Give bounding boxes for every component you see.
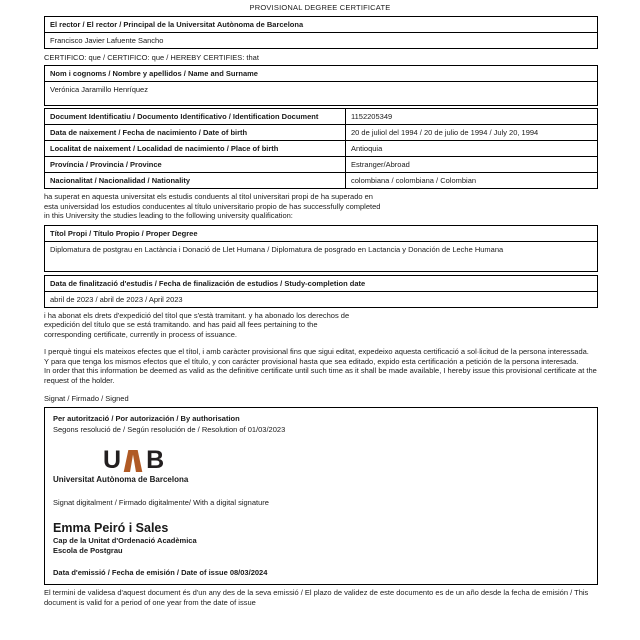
digital-signature-line: Signat digitalment / Firmado digitalmente/ With a digital signature <box>53 498 269 507</box>
detail-label-province: Província / Provincia / Province <box>45 157 346 173</box>
table-row <box>45 125 598 141</box>
detail-label-nationality: Nacionalitat / Nacionalidad / Nationality <box>45 173 346 189</box>
provisional-statement-spanish: Y para que tenga los mismos efectos que el título, y con carácter provisional hasta que sea editado, expido esta certificación a petición de la persona interesada. <box>44 356 579 366</box>
table-row <box>45 82 598 106</box>
degree-header: Títol Propi / Título Propio / Proper Degree <box>45 225 598 241</box>
table-row <box>45 275 598 291</box>
university-name: Universitat Autònoma de Barcelona <box>53 474 189 484</box>
paragraph-line: i ha abonat els drets d'expedició del títol que s'està tramitant. y ha abonado los derechos de <box>44 310 350 320</box>
uab-logo-letter-b: B <box>146 445 164 474</box>
table-row <box>45 173 598 189</box>
table-row <box>45 66 598 82</box>
rector-header: El rector / El rector / Principal de la Universitat Autònoma de Barcelona <box>45 16 598 32</box>
detail-label-birth-place: Localitat de naixement / Localidad de nacimiento / Place of birth <box>45 141 346 157</box>
uab-logo-letter-u: U <box>103 445 121 474</box>
fees-paragraph <box>44 311 598 340</box>
detail-label-id-document: Document Identificatiu / Documento Identificativo / Identification Document <box>45 109 346 125</box>
detail-value-birth-date: 20 de juliol del 1994 / 20 de julio de 1994 / July 20, 1994 <box>346 125 598 141</box>
paragraph-line: expedición del título que se está tramitando. and has paid all fees pertaining to the <box>44 320 318 329</box>
table-row <box>45 32 598 48</box>
detail-value-id-document: 1152205349 <box>346 109 598 125</box>
paragraph-line: corresponding certificate, currently in process of issuance. <box>44 329 238 339</box>
rector-name-value: Francisco Javier Lafuente Sancho <box>45 32 598 48</box>
paragraph-line: esta universidad los estudios conducentes al título universitario propio de has successfully completed <box>44 201 381 211</box>
page-title: PROVISIONAL DEGREE CERTIFICATE <box>249 3 391 12</box>
signer-name: Emma Peiró i Sales <box>53 520 169 535</box>
provisional-statement-catalan: I perquè tingui els mateixos efectes que el títol, i amb caràcter provisional fins que sigui editat, expedeixo aquesta certificació a sol·licitud de la persona interessada. <box>44 347 589 356</box>
resolution-line: Segons resolució de / Según resolución de / Resolution of 01/03/2023 <box>53 425 286 434</box>
uab-logo <box>103 446 589 472</box>
details-table <box>44 108 598 189</box>
completion-date-header: Data de finalització d'estudis / Fecha de finalización de estudios / Study-completion date <box>45 275 598 291</box>
completion-date-table <box>44 275 598 308</box>
table-row <box>45 225 598 241</box>
detail-label-birth-date: Data de naixement / Fecha de nacimiento / Date of birth <box>45 125 346 141</box>
signed-label: Signat / Firmado / Signed <box>44 394 129 403</box>
validity-footer: El termini de validesa d'aquest document és d'un any des de la seva emissió / El plazo de validez de este documento es de un año desde la fecha de emisión / This document is valid for a period of one year from the date of issue <box>44 588 589 607</box>
provisional-statement-english: In order that this information be deemed as valid as the definitive certificate until such time as it shall be made available, I hereby issue this provisional certificate at the request of the holder. <box>44 366 597 385</box>
name-header: Nom i cognoms / Nombre y apellidos / Name and Surname <box>45 66 598 82</box>
detail-value-province: Estranger/Abroad <box>346 157 598 173</box>
completed-studies-paragraph <box>44 192 598 221</box>
name-table <box>44 65 598 106</box>
table-row <box>45 16 598 32</box>
rector-table <box>44 16 598 49</box>
signer-role-school: Escola de Postgrau <box>53 545 123 555</box>
paragraph-line: ha superat en aquesta universitat els estudis conduents al títol universitari propi de ha superado en <box>44 192 373 201</box>
table-row <box>45 141 598 157</box>
detail-value-nationality: colombiana / colombiana / Colombian <box>346 173 598 189</box>
paragraph-line: in this University the studies leading to the following university qualification: <box>44 211 293 220</box>
completion-date-value: abril de 2023 / abril de 2023 / April 2023 <box>45 291 598 307</box>
authorisation-title: Per autorització / Por autorización / By authorisation <box>53 413 240 423</box>
degree-table <box>44 225 598 272</box>
table-row <box>45 157 598 173</box>
uab-stylized-a-icon <box>122 450 144 472</box>
signer-role-title: Cap de la Unitat d'Ordenació Acadèmica <box>53 535 197 545</box>
certificate-body <box>44 16 598 608</box>
table-row <box>45 109 598 125</box>
signature-box <box>44 407 598 586</box>
table-row <box>45 291 598 307</box>
issue-date-line: Data d'emissió / Fecha de emisión / Date of issue 08/03/2024 <box>53 567 268 577</box>
detail-value-birth-place: Antioquia <box>346 141 598 157</box>
degree-title-value: Diplomatura de postgrau en Lactància i Donació de Llet Humana / Diplomatura de posgrado en Lactancia y Donación de Leche Humana <box>45 241 598 271</box>
certifies-line: CERTIFICO: que / CERTIFICO: que / HEREBY CERTIFIES: that <box>44 52 259 62</box>
table-row <box>45 241 598 271</box>
person-name-value: Verónica Jaramillo Henríquez <box>45 82 598 106</box>
